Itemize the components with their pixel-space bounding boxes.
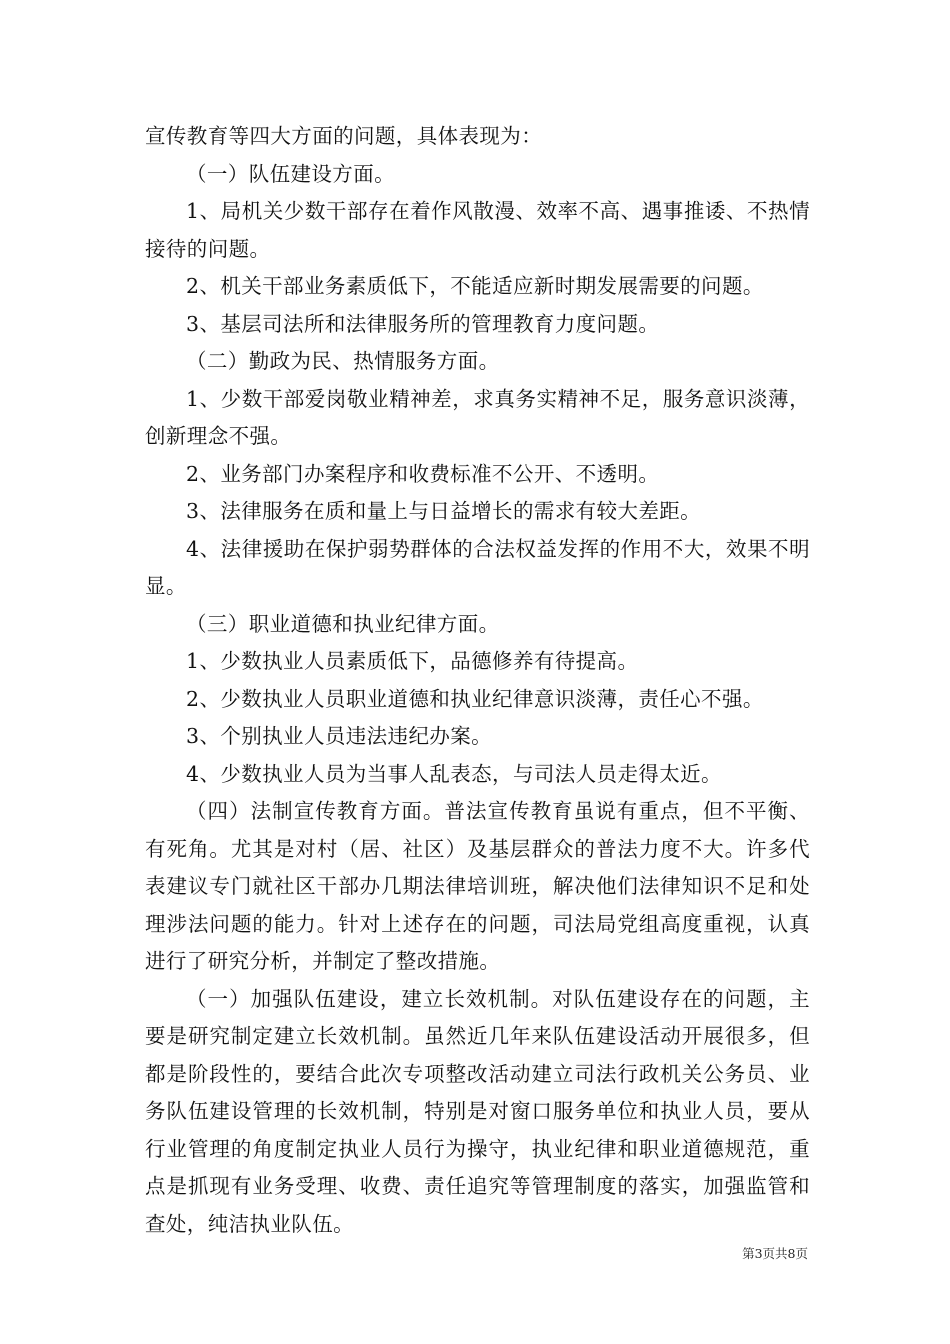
list-item: 2、少数执业人员职业道德和执业纪律意识淡薄，责任心不强。	[186, 686, 764, 711]
list-item: 1、局机关少数干部存在着作风散漫、效率不高、遇事推诿、不热情接待的问题。	[145, 199, 810, 261]
section-legal-publicity: （四）法制宣传教育方面。普法宣传教育虽说有重点，但不平衡、有死角。尤其是对村（居、社区）及基层群众的普法力度不大。许多代表建议专门就社区干部办几期法律培训班，解决他们法律知识不足和处理涉法问题的能力。针对上述存在的问题，司法局党组高度重视，认真进行了研究分析，并制定了整改措施。	[145, 799, 810, 973]
list-item: 4、少数执业人员为当事人乱表态，与司法人员走得太近。	[186, 761, 722, 786]
section-strengthen-team: （一）加强队伍建设，建立长效机制。对队伍建设存在的问题，主要是研究制定建立长效机制。虽然近几年来队伍建设活动开展很多，但都是阶段性的，要结合此次专项整改活动建立司法行政机关公务员、业务队伍建设管理的长效机制，特别是对窗口服务单位和执业人员，要从行业管理的角度制定执业人员行为操守，执业纪律和职业道德规范，重点是抓现有业务受理、收费、责任追究等管理制度的落实，加强监管和查处，纯洁执业队伍。	[145, 986, 810, 1236]
page-number-footer: 第3页共8页	[742, 1246, 808, 1261]
list-item: 4、法律援助在保护弱势群体的合法权益发挥的作用不大，效果不明显。	[145, 536, 810, 598]
list-item: 3、个别执业人员违法违纪办案。	[186, 724, 493, 748]
list-item: 3、基层司法所和法律服务所的管理教育力度问题。	[186, 311, 660, 336]
paragraph: 宣传教育等四大方面的问题，具体表现为：	[145, 124, 543, 148]
list-item: 1、少数执业人员素质低下，品德修养有待提高。	[186, 649, 639, 673]
section-heading-professional-ethics: （三）职业道德和执业纪律方面。	[186, 611, 500, 636]
section-heading-team-building: （一）队伍建设方面。	[186, 161, 395, 186]
list-item: 1、少数干部爱岗敬业精神差，求真务实精神不足，服务意识淡薄，创新理念不强。	[145, 386, 810, 448]
list-item: 2、业务部门办案程序和收费标准不公开、不透明。	[186, 461, 660, 486]
section-heading-diligent-service: （二）勤政为民、热情服务方面。	[186, 349, 500, 373]
list-item: 2、机关干部业务素质低下，不能适应新时期发展需要的问题。	[186, 274, 764, 298]
list-item: 3、法律服务在质和量上与日益增长的需求有较大差距。	[186, 499, 702, 523]
document-body	[145, 118, 810, 1243]
